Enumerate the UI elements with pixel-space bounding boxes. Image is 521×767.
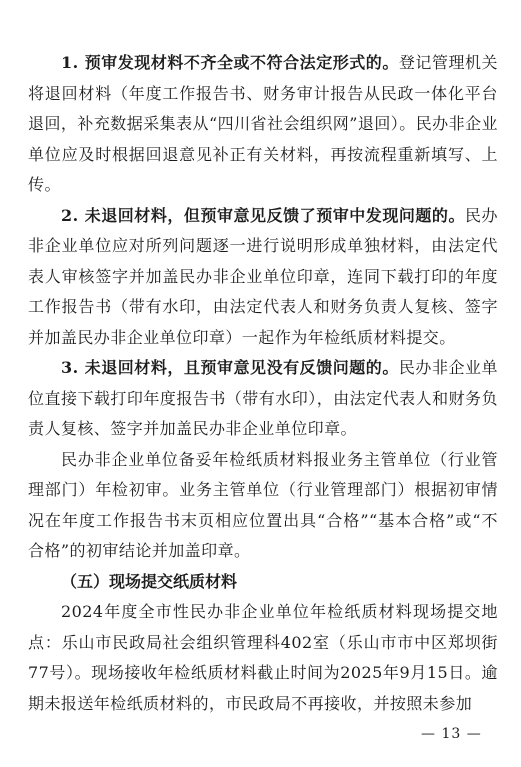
document-body bbox=[28, 48, 498, 719]
section-heading: （五）现场提交纸质材料 bbox=[61, 571, 238, 591]
case-1-heading: 1. 预审发现材料不齐全或不符合法定形式的。 bbox=[61, 53, 399, 72]
paragraph-case-3 bbox=[28, 353, 498, 445]
paragraph-case-1 bbox=[28, 48, 498, 201]
page-number: — 13 — bbox=[421, 726, 482, 742]
case-3-heading: 3. 未退回材料，且预审意见没有反馈问题的。 bbox=[61, 358, 399, 377]
case-1-text: 登记管理机关将退回材料（年度工作报告书、财务审计报告从民政一体化平台退回，补充数据采集表从“四川省社会组织网”退回）。民办非企业单位应及时根据回退意见补正有关材料，再按流程重新填写、上传。 bbox=[28, 53, 498, 194]
case-2-text: 民办非企业单位应对所列问题逐一进行说明形成单独材料，由法定代表人审核签字并加盖民办非企业单位印章，连同下载打印的年度工作报告书（带有水印，由法定代表人和财务负责人复核、签字并加盖民办非企业单位印章）一起作为年检纸质材料提交。 bbox=[28, 205, 498, 347]
paragraph-submission: 2024年度全市性民办非企业单位年检纸质材料现场提交地点：乐山市民政局社会组织管理科402室（乐山市市中区郑坝街77号）。现场接收年检纸质材料截止时间为2025年9月15日。逾期未报送年检纸质材料的，市民政局不再接收，并按照未参加 bbox=[28, 602, 498, 713]
case-2-heading: 2. 未退回材料，但预审意见反馈了预审中发现问题的。 bbox=[61, 205, 465, 225]
paragraph-initial-review: 民办非企业单位备妥年检纸质材料报业务主管单位（行业管理部门）年检初审。业务主管单位（行业管理部门）根据初审情况在年度工作报告书末页相应位置出具“合格”“基本合格”或“不合格”的初审结论并加盖印章。 bbox=[28, 449, 498, 560]
paragraph-case-2 bbox=[28, 201, 498, 354]
case-3-text: 民办非企业单位直接下载打印年度报告书（带有水印），由法定代表人和财务负责人复核、签字并加盖民办非企业单位印章。 bbox=[28, 358, 498, 438]
